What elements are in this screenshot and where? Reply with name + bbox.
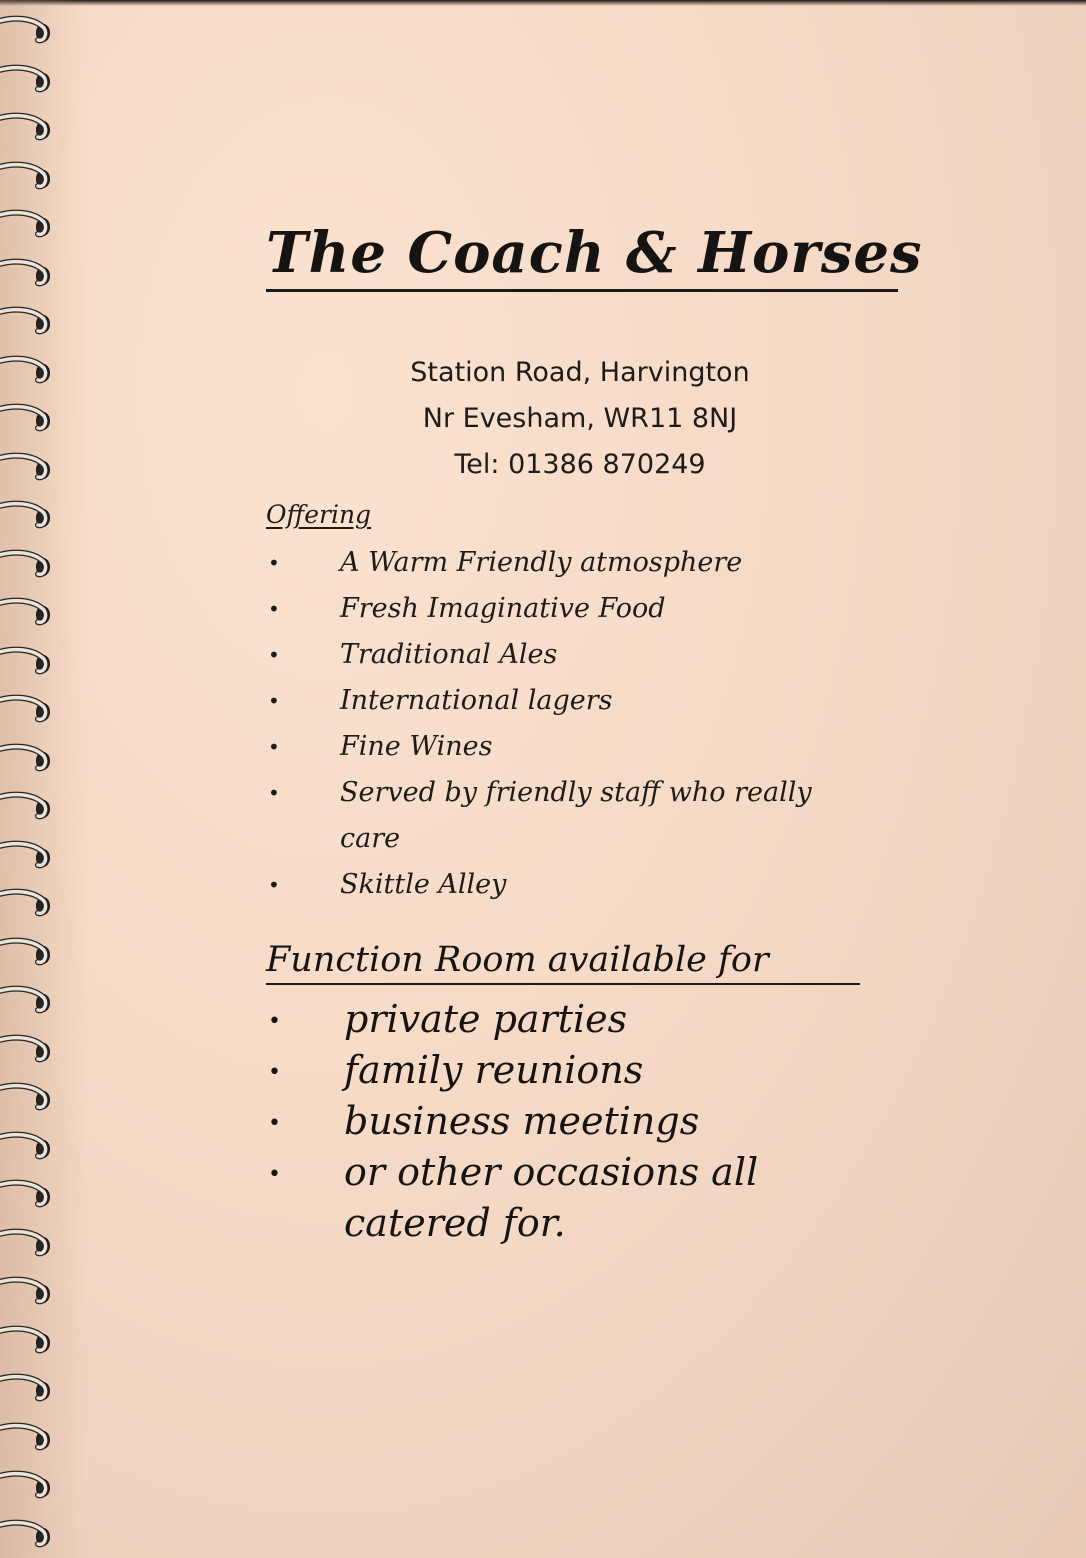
spiral-coil-icon bbox=[0, 936, 52, 970]
list-item bbox=[266, 1147, 884, 1249]
address-line-phone: Tel: 01386 870249 bbox=[454, 449, 706, 480]
address-line-street: Station Road, Harvington bbox=[410, 357, 750, 388]
function-room-list bbox=[266, 994, 906, 1249]
spiral-coil-icon bbox=[0, 111, 52, 145]
address-block bbox=[300, 350, 860, 488]
bullet-icon: • bbox=[268, 735, 280, 759]
spiral-coil-icon bbox=[0, 451, 52, 485]
bullet-icon: • bbox=[268, 1111, 281, 1136]
spiral-coil-icon bbox=[0, 1372, 52, 1406]
page-title: The Coach & Horses bbox=[266, 220, 923, 286]
list-item bbox=[266, 540, 886, 586]
offering-item-text: Served by friendly staff who really care bbox=[340, 777, 812, 854]
spiral-coil-icon bbox=[0, 1469, 52, 1503]
offering-item-text: Skittle Alley bbox=[340, 869, 507, 900]
spiral-coil-icon bbox=[0, 1275, 52, 1309]
spiral-coil-icon bbox=[0, 1421, 52, 1455]
bullet-icon: • bbox=[268, 689, 280, 713]
list-item bbox=[266, 632, 886, 678]
page-top-edge bbox=[0, 0, 1086, 6]
spiral-coil-icon bbox=[0, 1324, 52, 1358]
bullet-icon: • bbox=[268, 1162, 281, 1187]
spiral-coil-icon bbox=[0, 1033, 52, 1067]
spiral-coil-icon bbox=[0, 499, 52, 533]
function-item-text: private parties bbox=[344, 997, 628, 1041]
bullet-icon: • bbox=[268, 781, 280, 805]
function-item-text: business meetings bbox=[344, 1099, 700, 1143]
bullet-icon: • bbox=[268, 1009, 281, 1034]
spiral-coil-icon bbox=[0, 160, 52, 194]
spiral-coil-icon bbox=[0, 839, 52, 873]
bullet-icon: • bbox=[268, 873, 280, 897]
spiral-coil-icon bbox=[0, 402, 52, 436]
spiral-coil-icon bbox=[0, 208, 52, 242]
bullet-icon: • bbox=[268, 551, 280, 575]
list-item bbox=[266, 586, 886, 632]
title-underline bbox=[266, 289, 898, 292]
offering-item-text: Fine Wines bbox=[340, 731, 493, 762]
function-room-heading: Function Room available for bbox=[266, 940, 769, 980]
list-item bbox=[266, 1096, 906, 1147]
offering-list bbox=[266, 540, 886, 908]
list-item bbox=[266, 994, 906, 1045]
spiral-coil-icon bbox=[0, 305, 52, 339]
spiral-coil-icon bbox=[0, 1518, 52, 1552]
spiral-binding bbox=[0, 0, 70, 1558]
function-item-text: or other occasions all catered for. bbox=[344, 1150, 759, 1245]
bullet-icon: • bbox=[268, 597, 280, 621]
list-item bbox=[266, 724, 886, 770]
list-item bbox=[266, 770, 880, 862]
spiral-coil-icon bbox=[0, 645, 52, 679]
spiral-coil-icon bbox=[0, 596, 52, 630]
offering-item-text: International lagers bbox=[340, 685, 613, 716]
spiral-coil-icon bbox=[0, 1178, 52, 1212]
address-line-town: Nr Evesham, WR11 8NJ bbox=[422, 403, 738, 434]
spiral-coil-icon bbox=[0, 693, 52, 727]
offering-heading: Offering bbox=[266, 500, 372, 529]
spiral-coil-icon bbox=[0, 548, 52, 582]
bullet-icon: • bbox=[268, 643, 280, 667]
spiral-coil-icon bbox=[0, 790, 52, 824]
spiral-coil-icon bbox=[0, 887, 52, 921]
function-room-underline bbox=[266, 983, 860, 985]
list-item bbox=[266, 1045, 906, 1096]
spiral-coil-icon bbox=[0, 1081, 52, 1115]
spiral-coil-icon bbox=[0, 1227, 52, 1261]
list-item bbox=[266, 862, 886, 908]
bullet-icon: • bbox=[268, 1060, 281, 1085]
offering-item-text: A Warm Friendly atmosphere bbox=[340, 547, 743, 578]
function-item-text: family reunions bbox=[344, 1048, 644, 1092]
spiral-coil-icon bbox=[0, 257, 52, 291]
spiral-coil-icon bbox=[0, 354, 52, 388]
spiral-coil-icon bbox=[0, 14, 52, 48]
offering-item-text: Traditional Ales bbox=[340, 639, 558, 670]
spiral-coil-icon bbox=[0, 1130, 52, 1164]
spiral-coil-icon bbox=[0, 742, 52, 776]
list-item bbox=[266, 678, 886, 724]
spiral-coil-icon bbox=[0, 984, 52, 1018]
spiral-coil-icon bbox=[0, 63, 52, 97]
offering-item-text: Fresh Imaginative Food bbox=[340, 593, 666, 624]
